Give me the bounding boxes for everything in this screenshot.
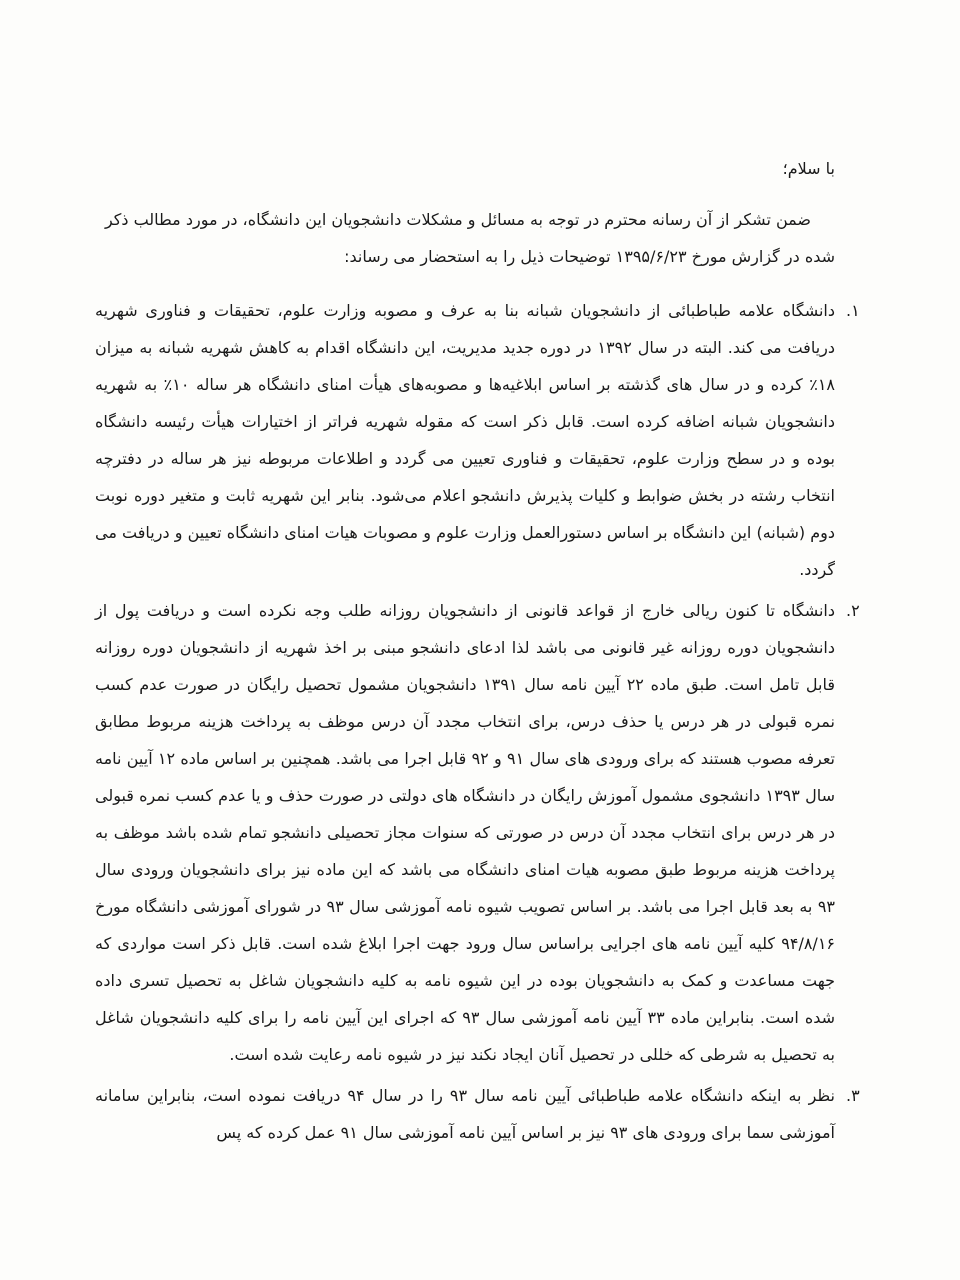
item-number: ۱.	[846, 301, 860, 320]
item-text: دانشگاه علامه طباطبائی از دانشجویان شبانه بنا به عرف و مصوبه وزارت علوم، تحقیقات و فناوری شهریه دریافت می کند. البته در سال ۱۳۹۲ در دوره جدید مدیریت، این دانشگاه اقدام به کاهش شهریه شبانه به میزان ۱۸٪ کرده و در سال های گذشته بر اساس ابلاغیه‌ها و مصوبه‌های هیأت امنای دانشگاه هر ساله ۱۰٪ به شهریه دانشجویان شبانه اضافه کرده است. قابل ذکر است که مقوله شهریه فراتر از اختیارات هیأت رئیسه دانشگاه بوده و در سطح وزارت علوم، تحقیقات و فناوری تعیین می گردد و اطلاعات مربوطه نیز هر ساله در دفترچه انتخاب رشته در بخش ضوابط و کلیات پذیرش دانشجو اعلام می‌شود. بنابر این شهریه ثابت و متغیر دوره نوبت دوم (شبانه) این دانشگاه بر اساس دستورالعمل وزارت علوم و مصوبات هیات امنای دانشگاه تعیین و دریافت می گردد.	[95, 301, 835, 579]
list-item	[95, 292, 860, 588]
item-number: ۳.	[846, 1086, 860, 1105]
numbered-list	[95, 292, 860, 1155]
intro-paragraph: ضمن تشکر از آن رسانه محترم در توجه به مسائل و مشکلات دانشجویان این دانشگاه، در مورد مطالب ذکر شده در گزارش مورخ ۱۳۹۵/۶/۲۳ توضیحات ذیل را به استحضار می رساند:	[104, 210, 835, 266]
item-text: دانشگاه تا کنون ریالی خارج از قواعد قانونی از دانشجویان روزانه طلب وجه نکرده است و دریافت پول از دانشجویان دوره روزانه غیر قانونی می باشد لذا ادعای دانشجو مبنی بر اخذ شهریه از دانشجویان دوره روزانه قابل تامل است. طبق ماده ۲۲ آیین نامه سال ۱۳۹۱ دانشجویان مشمول تحصیل رایگان در صورت عدم کسب نمره قبولی در هر درس یا حذف درس، برای انتخاب مجدد آن درس موظف به پرداخت هزینه مربوط مطابق تعرفه مصوب هستند که برای ورودی های سال ۹۱ و ۹۲ قابل اجرا می باشد. همچنین بر اساس ماده ۱۲ آیین نامه سال ۱۳۹۳ دانشجوی مشمول آموزش رایگان در دانشگاه های دولتی در صورت حذف و یا عدم کسب نمره قبولی در هر درس برای انتخاب مجدد آن درس در صورتی که سنوات مجاز تحصیلی دانشجو تمام شده باشد موظف به پرداخت هزینه مربوط طبق مصوبه هیات امنای دانشگاه می باشد که این ماده نیز برای دانشجویان ورودی سال ۹۳ به بعد قابل اجرا می باشد. بر اساس تصویب شیوه نامه آموزشی سال ۹۳ در شورای آموزشی دانشگاه مورخ ۹۴/۸/۱۶ کلیه آیین نامه های اجرایی براساس سال ورود جهت اجرا ابلاغ شده است. قابل ذکر است مواردی که جهت مساعدت و کمک به دانشجویان بوده در این شیوه نامه به کلیه دانشجویان شاغل به تحصیل تسری داده شده است. بنابراین ماده ۳۳ آیین نامه آموزشی سال ۹۳ که اجرای این آیین نامه را برای کلیه دانشجویان شاغل به تحصیل به شرطی که خللی در تحصیل آنان ایجاد نکند نیز در شیوه نامه رعایت شده است.	[95, 601, 836, 1064]
greeting: با سلام؛	[782, 159, 835, 178]
item-text: نظر به اینکه دانشگاه علامه طباطبائی آیین نامه سال ۹۳ را در سال ۹۴ دریافت نموده است، بنابراین سامانه آموزشی سما برای ورودی های ۹۳ نیز بر اساس آیین نامه آموزشی سال ۹۱ عمل کرده که پس	[95, 1086, 835, 1142]
list-item	[95, 1077, 860, 1151]
item-number: ۲.	[846, 601, 860, 620]
list-item	[95, 592, 860, 1073]
